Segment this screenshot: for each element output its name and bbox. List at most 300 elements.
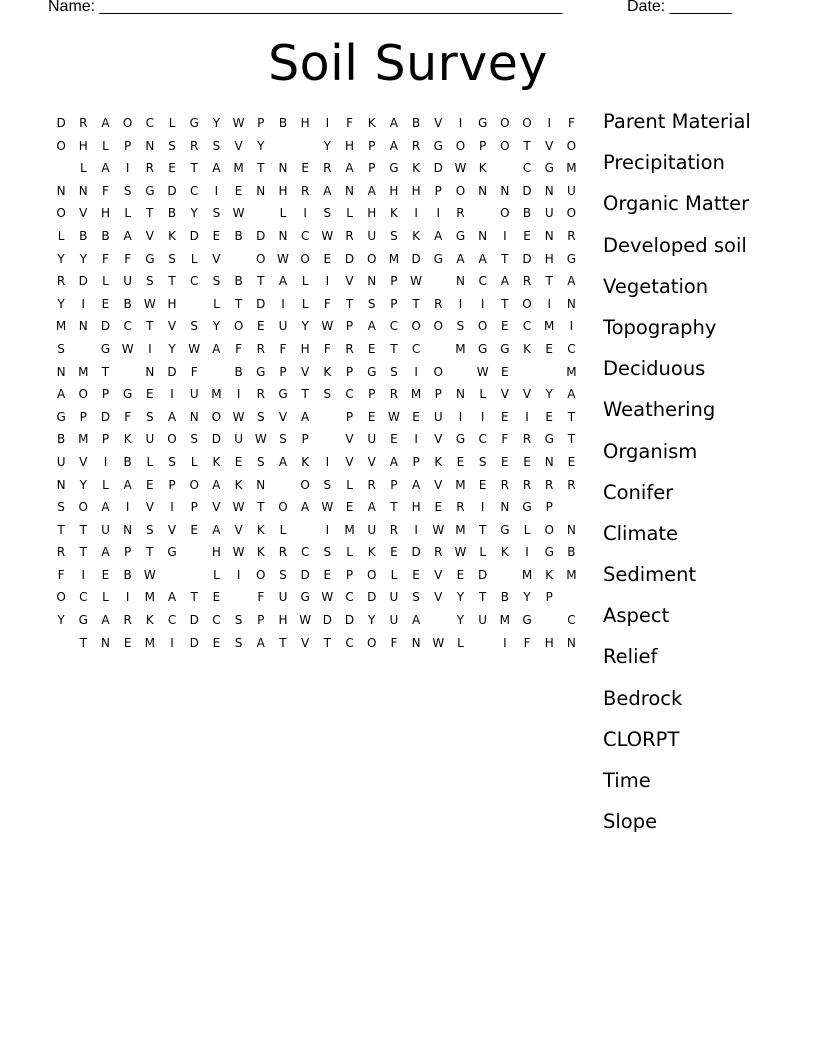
grid-cell: U <box>101 522 110 537</box>
grid-cell: D <box>256 228 266 243</box>
grid-cell: V <box>434 116 443 130</box>
grid-cell: I <box>103 454 108 469</box>
grid-cell: R <box>567 477 576 492</box>
grid-cell: T <box>545 274 553 289</box>
grid-cell: S <box>190 432 199 447</box>
grid-cell: T <box>390 341 398 356</box>
grid-cell <box>205 361 227 384</box>
grid-cell: H <box>345 138 355 153</box>
grid-cell: P <box>101 432 110 447</box>
grid-cell: O <box>455 138 466 153</box>
grid-cell: S <box>390 364 398 379</box>
grid-cell: A <box>301 500 310 515</box>
grid-cell: N <box>544 454 554 469</box>
grid-cell: F <box>124 251 132 266</box>
grid-cell: I <box>480 500 485 515</box>
grid-cell: R <box>522 274 532 289</box>
grid-cell: C <box>300 545 310 560</box>
grid-cell: K <box>500 545 509 560</box>
grid-cell: N <box>566 635 576 650</box>
grid-cell: C <box>522 161 532 176</box>
grid-cell: S <box>190 319 199 334</box>
grid-cell: I <box>480 296 485 311</box>
grid-cell: I <box>170 500 174 515</box>
grid-cell: B <box>56 432 66 447</box>
grid-cell: O <box>433 319 443 334</box>
grid-cell: I <box>325 522 330 537</box>
grid-cell: P <box>79 409 87 424</box>
grid-cell <box>183 293 205 316</box>
grid-cell: P <box>390 274 398 289</box>
grid-cell: O <box>366 567 377 582</box>
grid-cell: G <box>433 251 443 266</box>
grid-cell: A <box>389 116 399 130</box>
grid-cell: G <box>478 341 488 356</box>
grid-cell: K <box>256 522 265 537</box>
grid-cell: Y <box>456 590 465 605</box>
grid-cell: G <box>389 161 399 176</box>
grid-cell: K <box>412 161 421 176</box>
grid-cell <box>472 632 494 655</box>
grid-cell: M <box>144 635 156 650</box>
grid-cell: S <box>234 635 243 650</box>
grid-cell: B <box>234 228 243 243</box>
grid-cell: I <box>81 567 86 582</box>
grid-cell: E <box>478 477 487 492</box>
grid-cell: L <box>301 274 309 289</box>
grid-cell: H <box>300 116 310 130</box>
grid-cell: V <box>234 522 243 537</box>
word-bank-item: Relief <box>603 645 658 669</box>
word-bank-item: Organic Matter <box>603 192 750 216</box>
grid-cell: P <box>301 432 309 447</box>
grid-cell: P <box>257 613 265 628</box>
grid-cell <box>50 157 72 180</box>
grid-cell: A <box>411 613 421 628</box>
grid-cell: K <box>367 116 376 130</box>
date-field-label: Date: _______ <box>627 0 732 15</box>
grid-cell: C <box>478 432 487 447</box>
grid-cell: A <box>278 454 288 469</box>
grid-cell: G <box>367 364 377 379</box>
grid-cell: L <box>124 206 131 221</box>
grid-cell: D <box>367 590 377 605</box>
grid-cell: R <box>190 138 199 153</box>
grid-cell: L <box>479 545 486 560</box>
grid-cell: Y <box>57 296 65 311</box>
grid-cell: T <box>478 590 487 605</box>
grid-cell: G <box>544 432 554 447</box>
grid-cell: G <box>522 613 532 628</box>
grid-cell: N <box>566 522 576 537</box>
name-field-label: Name: ____________________________________________________ <box>48 0 563 15</box>
grid-cell: A <box>212 477 221 492</box>
grid-cell: R <box>522 432 532 447</box>
grid-cell: G <box>544 161 554 176</box>
grid-cell: B <box>411 116 421 130</box>
grid-cell: E <box>345 500 354 515</box>
grid-cell: N <box>56 183 66 198</box>
grid-cell: G <box>78 613 88 628</box>
grid-cell: N <box>455 274 465 289</box>
grid-cell <box>494 564 516 587</box>
grid-cell: A <box>212 341 221 356</box>
grid-cell: R <box>367 477 376 492</box>
grid-cell: U <box>567 183 576 198</box>
grid-cell: A <box>101 500 110 515</box>
grid-cell: E <box>101 296 110 311</box>
grid-cell: C <box>167 613 177 628</box>
grid-cell: C <box>79 590 88 605</box>
grid-cell: G <box>522 500 532 515</box>
grid-cell: V <box>434 567 443 582</box>
grid-cell: C <box>522 319 532 334</box>
grid-cell: C <box>345 387 354 402</box>
grid-cell: V <box>345 454 354 469</box>
grid-cell: S <box>323 387 332 402</box>
grid-cell: S <box>212 206 221 221</box>
grid-cell: O <box>477 319 488 334</box>
grid-cell: H <box>278 613 288 628</box>
grid-cell: T <box>190 161 198 176</box>
grid-cell: R <box>256 341 265 356</box>
grid-cell: W <box>454 161 467 176</box>
grid-cell: I <box>236 567 241 582</box>
grid-cell: M <box>410 387 422 402</box>
grid-cell: S <box>323 545 332 560</box>
grid-cell: G <box>278 387 288 402</box>
grid-cell: A <box>367 183 376 198</box>
grid-cell: U <box>367 228 377 243</box>
grid-cell: P <box>345 319 354 334</box>
grid-cell: L <box>146 454 154 469</box>
word-bank-item: Aspect <box>603 604 670 628</box>
header <box>48 0 756 20</box>
grid-cell: P <box>279 364 287 379</box>
grid-cell: W <box>299 613 312 628</box>
grid-cell: C <box>567 341 576 356</box>
grid-cell: M <box>566 364 577 379</box>
grid-cell: L <box>457 635 464 650</box>
grid-cell: C <box>212 613 221 628</box>
grid-cell: P <box>124 138 132 153</box>
grid-cell: G <box>167 545 177 560</box>
grid-cell: W <box>387 409 400 424</box>
grid-cell: M <box>566 567 577 582</box>
grid-cell: I <box>170 387 174 402</box>
grid-cell: V <box>167 319 177 334</box>
grid-cell: A <box>323 183 332 198</box>
word-bank-item: Topography <box>603 315 717 339</box>
grid-cell <box>183 541 205 564</box>
grid-cell: E <box>212 590 221 605</box>
grid-cell: V <box>367 454 376 469</box>
grid-cell: A <box>167 409 177 424</box>
grid-cell: L <box>479 387 486 402</box>
grid-cell: M <box>499 613 511 628</box>
grid-cell: E <box>123 635 132 650</box>
grid-cell: I <box>325 274 330 289</box>
grid-cell: G <box>100 341 111 356</box>
grid-cell: O <box>278 500 288 515</box>
grid-cell: U <box>433 409 443 424</box>
grid-cell: S <box>390 228 398 243</box>
grid-cell: B <box>123 567 132 582</box>
grid-cell: L <box>301 296 309 311</box>
grid-cell: M <box>144 590 156 605</box>
grid-cell: N <box>78 319 88 334</box>
grid-cell: N <box>189 409 199 424</box>
grid-cell: P <box>124 545 132 560</box>
grid-cell: M <box>455 341 466 356</box>
grid-cell: I <box>148 341 152 356</box>
grid-cell: K <box>367 545 376 560</box>
grid-cell: P <box>101 387 110 402</box>
grid-cell: T <box>190 590 198 605</box>
word-bank <box>603 110 751 851</box>
grid-cell: Y <box>323 138 332 153</box>
grid-cell: O <box>455 183 466 198</box>
grid-cell: I <box>547 116 551 130</box>
grid-cell: P <box>545 500 553 515</box>
grid-cell <box>494 157 516 180</box>
grid-cell: O <box>500 206 510 221</box>
grid-cell: L <box>190 454 198 469</box>
grid-cell: G <box>500 522 510 537</box>
grid-cell: F <box>346 116 353 130</box>
grid-cell: N <box>78 183 88 198</box>
grid-cell: A <box>345 161 354 176</box>
grid-cell: D <box>211 432 222 447</box>
grid-cell: L <box>102 590 109 605</box>
grid-cell: A <box>367 319 376 334</box>
grid-cell: U <box>367 522 377 537</box>
grid-cell: F <box>124 409 132 424</box>
grid-cell: R <box>278 545 288 560</box>
grid-cell: N <box>145 138 155 153</box>
grid-cell: W <box>321 228 334 243</box>
grid-cell: L <box>190 251 198 266</box>
grid-cell: O <box>78 387 88 402</box>
grid-cell: L <box>279 206 287 221</box>
grid-cell: O <box>433 364 443 379</box>
grid-cell <box>427 270 449 293</box>
grid-cell: G <box>478 116 488 130</box>
grid-cell: O <box>411 319 421 334</box>
grid-cell: I <box>414 522 418 537</box>
grid-cell: T <box>523 138 531 153</box>
grid-cell: B <box>567 545 576 560</box>
grid-cell: R <box>56 545 66 560</box>
grid-cell: Y <box>57 613 65 628</box>
grid-cell: W <box>410 274 423 289</box>
grid-cell: S <box>212 274 221 289</box>
grid-cell: T <box>257 500 265 515</box>
grid-cell: F <box>235 341 243 356</box>
grid-cell: Y <box>257 138 265 153</box>
grid-cell: W <box>232 206 245 221</box>
grid-cell <box>516 361 538 384</box>
grid-cell: V <box>145 228 154 243</box>
grid-cell: I <box>547 296 551 311</box>
grid-cell: W <box>232 500 245 515</box>
word-bank-item: Slope <box>603 810 658 834</box>
grid-cell: O <box>522 296 532 311</box>
grid-cell: N <box>411 635 421 650</box>
grid-cell: M <box>55 319 67 334</box>
grid-cell: O <box>366 251 377 266</box>
grid-cell <box>294 135 316 158</box>
grid-cell: R <box>456 206 465 221</box>
grid-cell: W <box>143 567 156 582</box>
grid-cell: S <box>168 251 176 266</box>
grid-cell: R <box>434 296 443 311</box>
grid-cell: G <box>500 341 510 356</box>
grid-cell: T <box>168 274 176 289</box>
grid-cell: H <box>544 635 554 650</box>
grid-cell: S <box>123 183 132 198</box>
grid-cell: I <box>525 409 529 424</box>
grid-cell: W <box>232 116 245 130</box>
grid-cell: G <box>189 116 199 130</box>
grid-cell: R <box>434 545 443 560</box>
grid-cell: T <box>79 545 87 560</box>
grid-cell <box>560 496 582 519</box>
grid-cell: A <box>456 251 465 266</box>
grid-cell: D <box>411 545 421 560</box>
grid-cell: Y <box>301 319 309 334</box>
grid-cell: R <box>522 477 532 492</box>
grid-cell: N <box>367 274 377 289</box>
grid-cell: N <box>478 183 488 198</box>
grid-cell: K <box>212 454 221 469</box>
grid-cell: T <box>146 319 154 334</box>
grid-cell: S <box>367 296 376 311</box>
grid-cell: N <box>455 387 465 402</box>
grid-cell: A <box>478 251 487 266</box>
grid-cell: V <box>500 387 509 402</box>
grid-cell: C <box>478 274 487 289</box>
grid-cell: G <box>56 409 66 424</box>
grid-cell: C <box>123 319 132 334</box>
grid-cell: C <box>411 341 421 356</box>
grid-cell: S <box>146 522 154 537</box>
grid-cell: O <box>300 251 310 266</box>
grid-cell: U <box>123 274 133 289</box>
grid-cell: D <box>344 613 355 628</box>
grid-cell <box>560 586 582 609</box>
word-bank-item: Organism <box>603 439 698 463</box>
grid-cell: P <box>390 296 398 311</box>
grid-cell: B <box>79 228 88 243</box>
grid-cell: Y <box>168 341 176 356</box>
grid-cell <box>316 406 338 429</box>
grid-cell: E <box>523 454 531 469</box>
grid-cell: W <box>454 545 467 560</box>
grid-cell: I <box>414 364 418 379</box>
grid-cell: E <box>301 161 309 176</box>
grid-cell: T <box>146 206 154 221</box>
grid-cell: K <box>434 454 443 469</box>
grid-cell <box>250 202 272 225</box>
grid-cell: F <box>257 590 265 605</box>
grid-cell: G <box>544 545 554 560</box>
grid-cell: C <box>190 183 199 198</box>
grid-cell: R <box>345 341 354 356</box>
grid-cell: O <box>566 138 577 153</box>
grid-cell: K <box>412 228 421 243</box>
grid-cell: L <box>57 228 65 243</box>
grid-cell: W <box>432 522 445 537</box>
grid-cell: I <box>125 500 130 515</box>
grid-cell: O <box>522 116 532 130</box>
grid-cell: L <box>279 522 287 537</box>
grid-cell: U <box>278 590 288 605</box>
grid-cell: E <box>456 454 465 469</box>
grid-cell: W <box>321 590 334 605</box>
grid-cell: K <box>523 341 531 356</box>
grid-cell: G <box>455 228 466 243</box>
grid-cell: R <box>345 228 354 243</box>
grid-cell: T <box>412 296 420 311</box>
grid-cell: F <box>102 251 109 266</box>
grid-cell: W <box>277 251 289 266</box>
grid-cell: A <box>278 274 288 289</box>
grid-cell: K <box>323 364 332 379</box>
grid-cell: F <box>102 183 109 198</box>
grid-cell <box>427 338 449 361</box>
grid-cell: C <box>145 116 155 130</box>
grid-cell: I <box>414 432 418 447</box>
grid-cell: Y <box>212 319 221 334</box>
grid-cell: G <box>300 590 310 605</box>
grid-cell: U <box>544 206 554 221</box>
grid-cell: U <box>278 319 288 334</box>
grid-cell: Y <box>212 116 221 130</box>
grid-cell: W <box>476 364 489 379</box>
grid-cell: I <box>214 183 219 198</box>
grid-cell: F <box>501 432 509 447</box>
grid-cell: E <box>501 364 509 379</box>
grid-cell: K <box>545 567 554 582</box>
grid-cell: B <box>234 274 243 289</box>
grid-cell: G <box>123 387 133 402</box>
grid-cell: E <box>256 319 265 334</box>
grid-cell: I <box>503 635 507 650</box>
word-bank-item: Sediment <box>603 563 697 587</box>
grid-cell: F <box>190 364 198 379</box>
grid-cell: V <box>345 432 354 447</box>
grid-cell: O <box>300 477 310 492</box>
grid-cell: I <box>236 387 241 402</box>
grid-cell: R <box>323 161 332 176</box>
grid-cell: O <box>167 432 177 447</box>
grid-cell: Y <box>545 387 553 402</box>
page-title: Soil Survey <box>268 35 548 92</box>
grid-cell: M <box>78 364 89 379</box>
grid-cell: I <box>325 116 330 130</box>
grid-cell: R <box>456 500 465 515</box>
grid-cell: B <box>522 206 532 221</box>
grid-cell: A <box>367 500 376 515</box>
grid-cell: P <box>412 454 420 469</box>
grid-cell: P <box>257 116 265 130</box>
grid-cell: P <box>390 477 398 492</box>
grid-cell <box>183 564 205 587</box>
grid-cell: S <box>234 613 243 628</box>
grid-cell: N <box>345 183 355 198</box>
grid-cell: E <box>501 319 509 334</box>
